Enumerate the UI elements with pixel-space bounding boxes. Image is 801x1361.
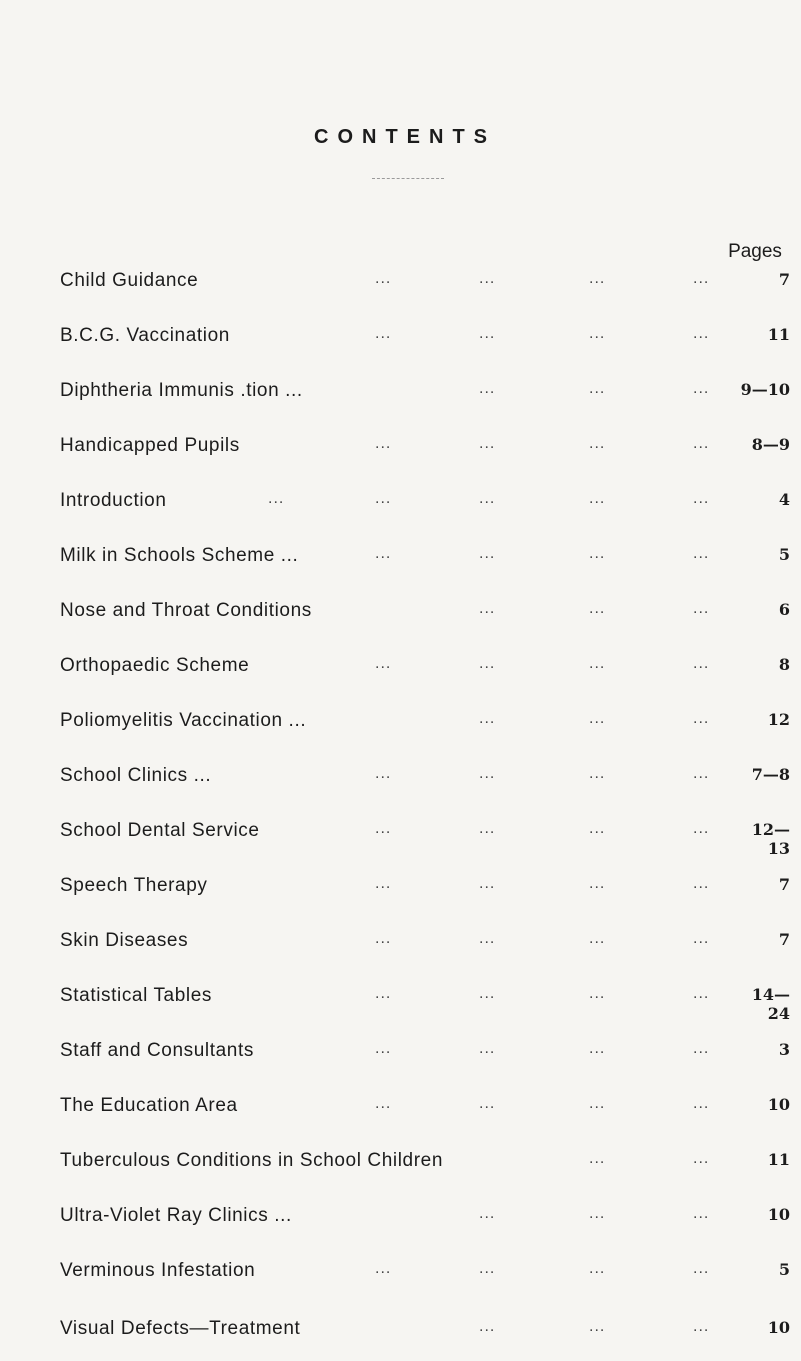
- dot-leader: ...: [375, 435, 392, 452]
- toc-entry: [0, 380, 801, 408]
- dot-leader: ...: [589, 1040, 606, 1057]
- dot-leader: ...: [693, 1205, 710, 1222]
- toc-entry: [0, 1095, 801, 1123]
- dot-leader: ...: [375, 270, 392, 287]
- dot-leader: ...: [589, 985, 606, 1002]
- dot-leader: ...: [479, 325, 496, 342]
- dot-leader: ...: [693, 490, 710, 507]
- dot-leader: ...: [589, 1150, 606, 1167]
- dot-leader: ...: [375, 655, 392, 672]
- dot-leader: ...: [693, 875, 710, 892]
- toc-entry: [0, 1040, 801, 1068]
- toc-entry: [0, 655, 801, 683]
- dot-leader: ...: [693, 600, 710, 617]
- toc-entry-pages: 9—10: [740, 380, 790, 399]
- dot-leader: ...: [693, 655, 710, 672]
- dot-leader: ...: [479, 1260, 496, 1277]
- dot-leader: ...: [589, 820, 606, 837]
- toc-entry-pages: 12—13: [751, 820, 790, 858]
- dot-leader: ...: [693, 930, 710, 947]
- dot-leader: ...: [479, 655, 496, 672]
- dot-leader: ...: [693, 985, 710, 1002]
- toc-entry-label: Statistical Tables: [60, 985, 212, 1006]
- dot-leader: ...: [589, 1260, 606, 1277]
- dot-leader: ...: [375, 1260, 392, 1277]
- toc-entry-label: The Education Area: [60, 1095, 238, 1116]
- toc-entry: [0, 1318, 801, 1346]
- toc-entry-pages: 14—24: [751, 985, 790, 1023]
- toc-entry: [0, 325, 801, 353]
- dot-leader: ...: [693, 270, 710, 287]
- dot-leader: ...: [589, 1318, 606, 1335]
- dot-leader: ...: [589, 930, 606, 947]
- toc-entry-label: Visual Defects—Treatment: [60, 1318, 301, 1339]
- dot-leader: ...: [479, 270, 496, 287]
- toc-entry: [0, 545, 801, 573]
- toc-entry-label: School Dental Service: [60, 820, 260, 841]
- toc-entry-label: School Clinics ...: [60, 765, 212, 786]
- dot-leader: ...: [589, 490, 606, 507]
- dot-leader: ...: [375, 545, 392, 562]
- toc-entry-label: Speech Therapy: [60, 875, 208, 896]
- dot-leader: ...: [589, 325, 606, 342]
- toc-entry: [0, 1150, 801, 1178]
- toc-entry-pages: 10: [767, 1318, 790, 1337]
- toc-entry: [0, 710, 801, 738]
- dot-leader: ...: [479, 765, 496, 782]
- toc-entry: [0, 600, 801, 628]
- dot-leader: ...: [479, 1095, 496, 1112]
- dot-leader: ...: [479, 380, 496, 397]
- dot-leader: ...: [589, 600, 606, 617]
- dot-leader: ...: [479, 1318, 496, 1335]
- toc-entry-label: B.C.G. Vaccination: [60, 325, 230, 346]
- toc-entry-pages: 10: [767, 1095, 790, 1114]
- dot-leader: ...: [375, 1095, 392, 1112]
- dot-leader: ...: [479, 930, 496, 947]
- toc-entry-label: Staff and Consultants: [60, 1040, 254, 1061]
- toc-entry-pages: 5: [778, 545, 790, 564]
- dot-leader: ...: [589, 1095, 606, 1112]
- dot-leader: ...: [693, 765, 710, 782]
- dot-leader: ...: [589, 545, 606, 562]
- toc-entry-label: Orthopaedic Scheme: [60, 655, 250, 676]
- toc-entry-label: Diphtheria Immunis .tion ...: [60, 380, 303, 401]
- toc-entry-label: Milk in Schools Scheme ...: [60, 545, 299, 566]
- toc-entry-label: Introduction: [60, 490, 167, 511]
- dot-leader: ...: [693, 435, 710, 452]
- title-divider: [372, 178, 444, 179]
- dot-leader: ...: [693, 820, 710, 837]
- dot-leader: ...: [589, 1205, 606, 1222]
- toc-entry: [0, 490, 801, 518]
- toc-entry-label: Verminous Infestation: [60, 1260, 256, 1281]
- dot-leader: ...: [589, 380, 606, 397]
- dot-leader: ...: [693, 1318, 710, 1335]
- dot-leader: ...: [375, 875, 392, 892]
- dot-leader: ...: [479, 1205, 496, 1222]
- dot-leader: ...: [589, 655, 606, 672]
- toc-entry-pages: 11: [767, 1150, 790, 1169]
- toc-entry-pages: 11: [767, 325, 790, 344]
- dot-leader: ...: [375, 930, 392, 947]
- toc-entry-pages: 3: [778, 1040, 790, 1059]
- toc-entry-pages: 10: [767, 1205, 790, 1224]
- toc-entry-label: Nose and Throat Conditions: [60, 600, 312, 621]
- dot-leader: ...: [375, 985, 392, 1002]
- toc-entry-pages: 7: [778, 930, 790, 949]
- dot-leader: ...: [268, 490, 285, 507]
- dot-leader: ...: [479, 985, 496, 1002]
- toc-entry: [0, 1260, 801, 1288]
- toc-entry-pages: 12: [767, 710, 790, 729]
- toc-entry-pages: 5: [778, 1260, 790, 1279]
- dot-leader: ...: [589, 765, 606, 782]
- dot-leader: ...: [589, 270, 606, 287]
- toc-entry: [0, 985, 801, 1023]
- dot-leader: ...: [479, 600, 496, 617]
- dot-leader: ...: [589, 435, 606, 452]
- toc-entry: [0, 270, 801, 298]
- dot-leader: ...: [693, 1260, 710, 1277]
- toc-entry: [0, 820, 801, 858]
- toc-entry-pages: 8: [778, 655, 790, 674]
- toc-entry-pages: 8—9: [751, 435, 790, 454]
- dot-leader: ...: [479, 545, 496, 562]
- dot-leader: ...: [589, 710, 606, 727]
- toc-entry: [0, 875, 801, 903]
- toc-entry-label: Skin Diseases: [60, 930, 189, 951]
- toc-entry: [0, 930, 801, 958]
- toc-entry-pages: 4: [778, 490, 790, 509]
- dot-leader: ...: [479, 710, 496, 727]
- dot-leader: ...: [375, 820, 392, 837]
- page-title: CONTENTS: [314, 126, 496, 148]
- dot-leader: ...: [589, 875, 606, 892]
- dot-leader: ...: [375, 1040, 392, 1057]
- toc-entry-label: Ultra-Violet Ray Clinics ...: [60, 1205, 292, 1226]
- toc-entry: [0, 765, 801, 793]
- dot-leader: ...: [375, 325, 392, 342]
- dot-leader: ...: [693, 380, 710, 397]
- dot-leader: ...: [479, 875, 496, 892]
- dot-leader: ...: [693, 545, 710, 562]
- dot-leader: ...: [693, 1095, 710, 1112]
- dot-leader: ...: [375, 765, 392, 782]
- dot-leader: ...: [479, 435, 496, 452]
- dot-leader: ...: [693, 710, 710, 727]
- dot-leader: ...: [693, 1040, 710, 1057]
- toc-entry-pages: 7: [778, 270, 790, 289]
- toc-entry-pages: 6: [778, 600, 790, 619]
- toc-entry-pages: 7—8: [751, 765, 790, 784]
- dot-leader: ...: [479, 820, 496, 837]
- toc-entry-label: Handicapped Pupils: [60, 435, 240, 456]
- toc-entry-pages: 7: [778, 875, 790, 894]
- toc-entry-label: Tuberculous Conditions in School Children: [60, 1150, 443, 1171]
- dot-leader: ...: [375, 490, 392, 507]
- dot-leader: ...: [693, 325, 710, 342]
- pages-column-header: Pages: [728, 241, 782, 262]
- toc-entry-label: Poliomyelitis Vaccination ...: [60, 710, 307, 731]
- dot-leader: ...: [479, 490, 496, 507]
- toc-entry: [0, 435, 801, 463]
- toc-entry-label: Child Guidance: [60, 270, 199, 291]
- dot-leader: ...: [693, 1150, 710, 1167]
- toc-entry: [0, 1205, 801, 1233]
- dot-leader: ...: [479, 1040, 496, 1057]
